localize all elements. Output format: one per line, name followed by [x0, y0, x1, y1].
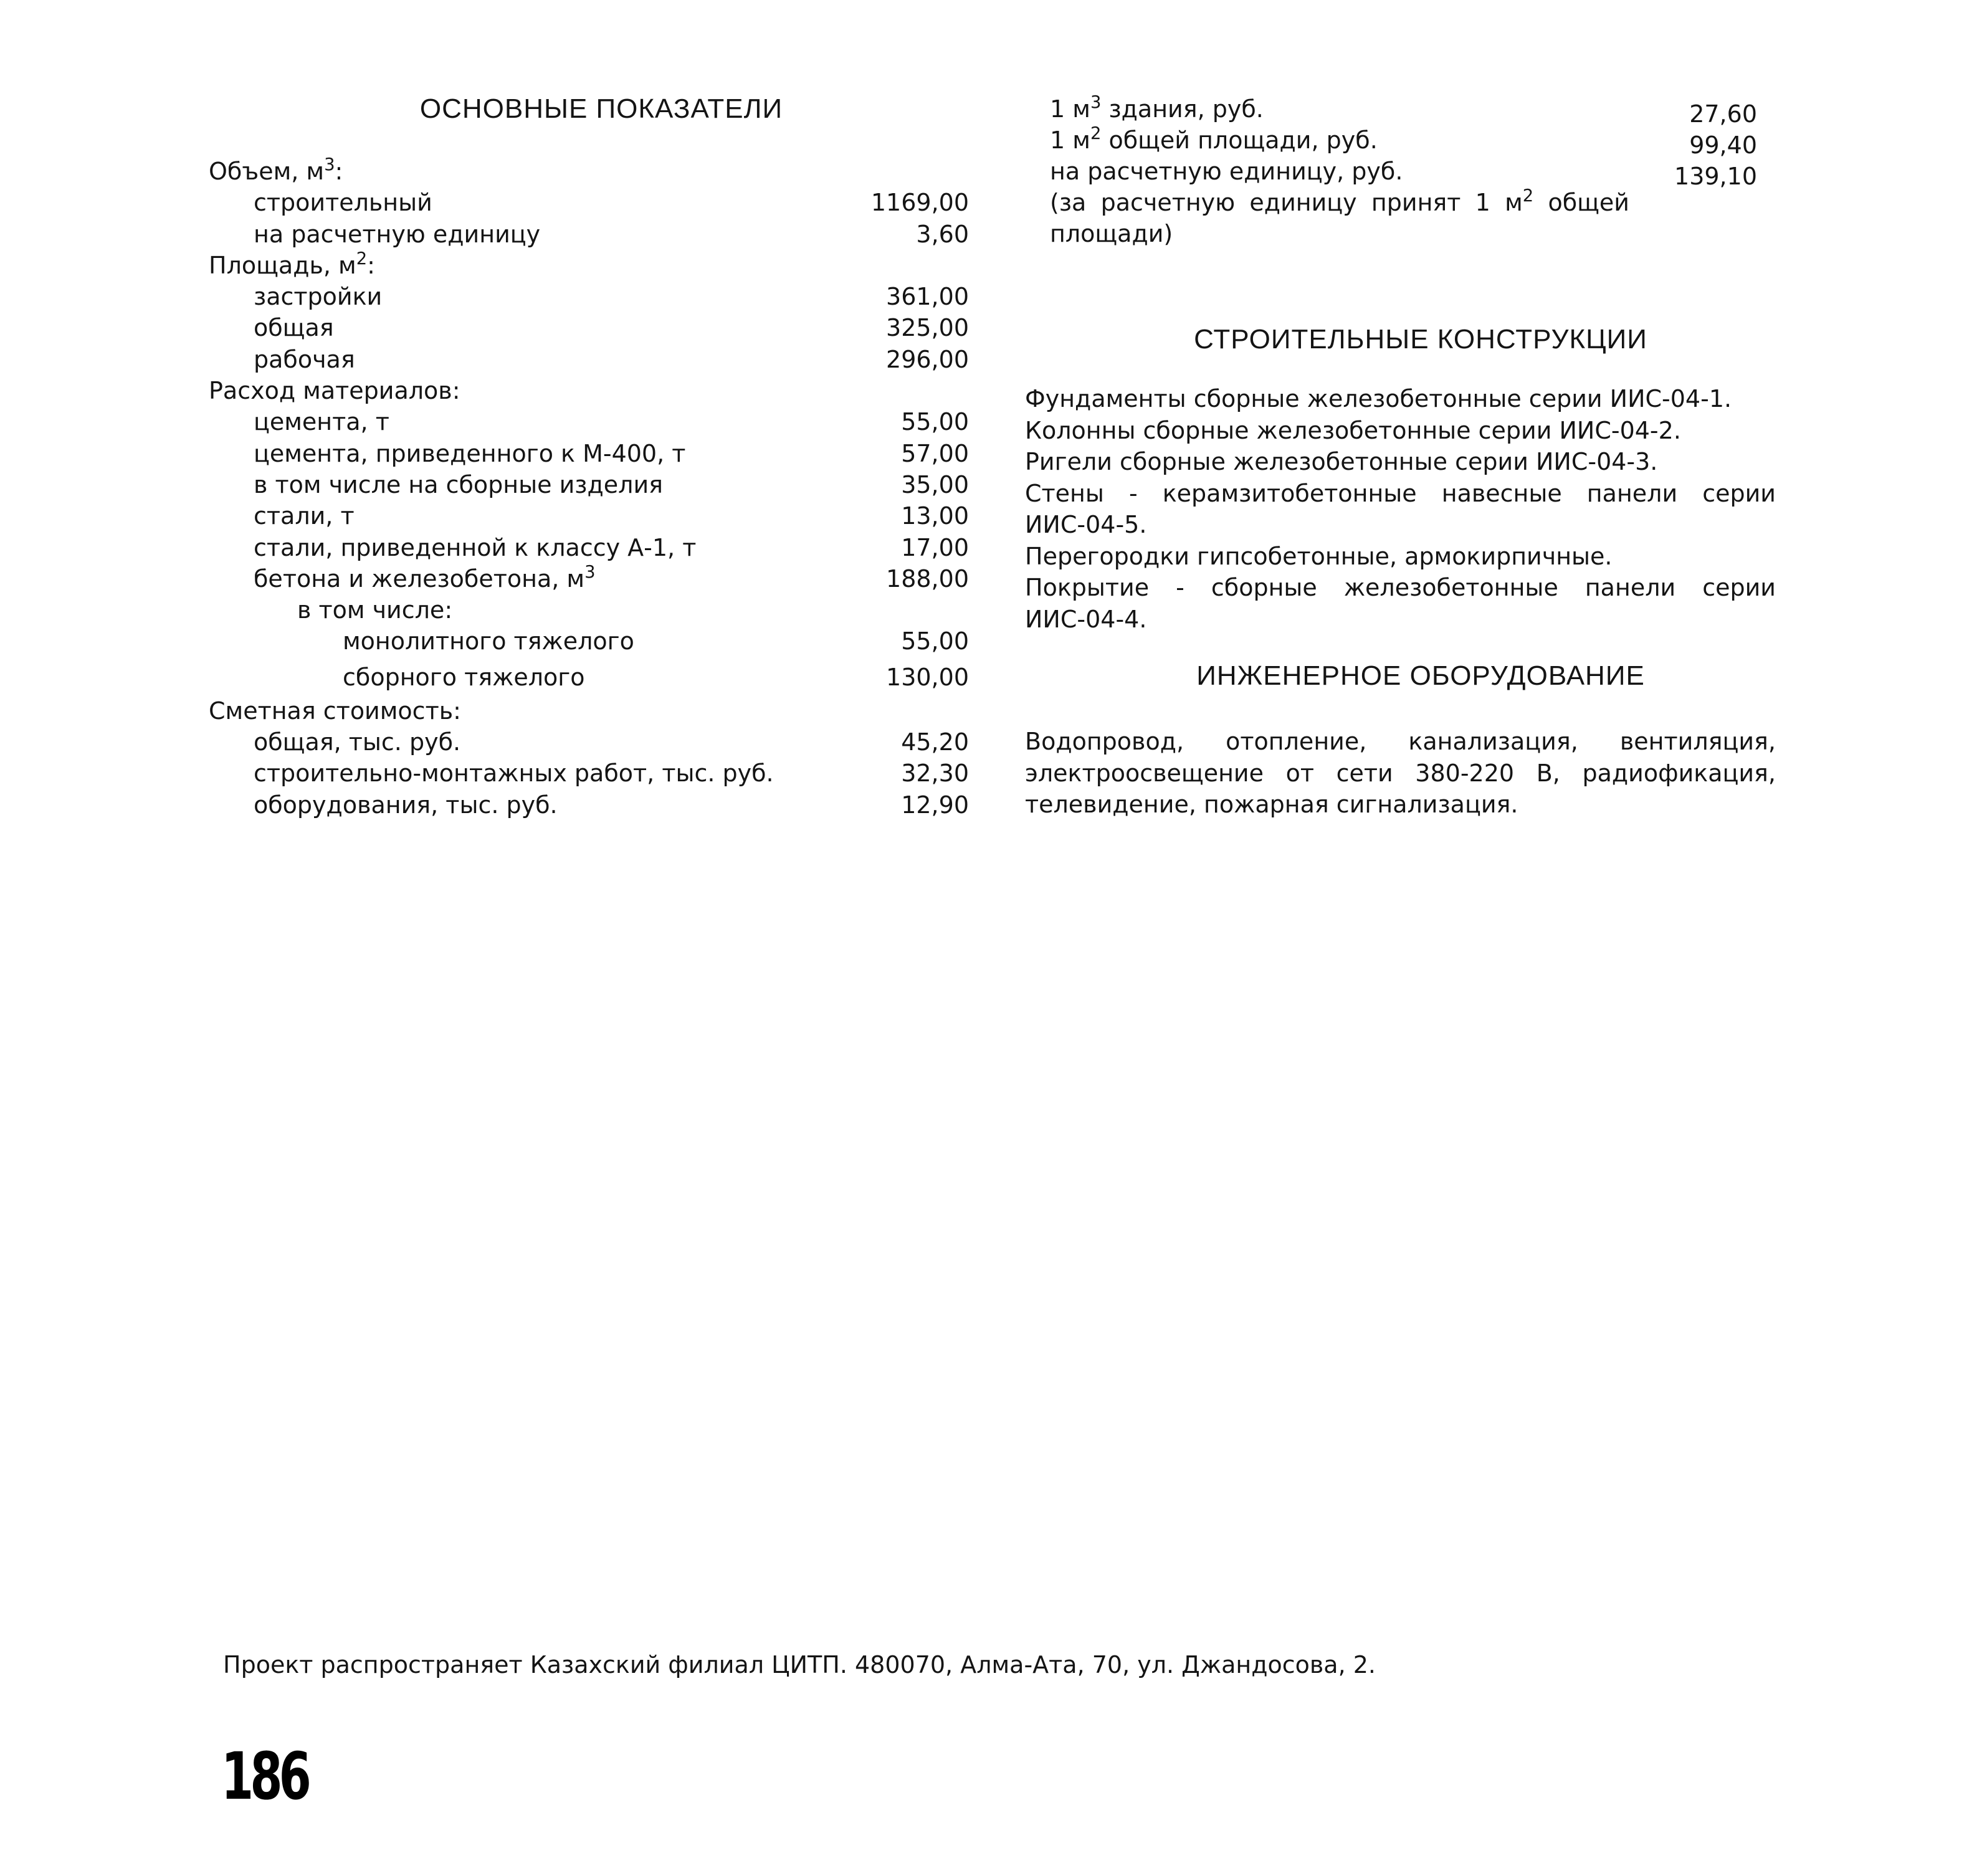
indicator-row [209, 375, 969, 406]
unit-cost-label: 1 $м^2$ общей площади, руб. [1050, 123, 1378, 154]
indicators-list [209, 156, 969, 821]
unit-cost-row [1025, 156, 1757, 190]
indicator-label: цемента, приведенного к М-400, т [254, 439, 686, 467]
indicator-label: бетона и железобетона, $м^3$ [254, 562, 596, 593]
indicator-row [209, 156, 969, 187]
indicator-value: 17,00 [901, 533, 969, 561]
unit-cost-value: 27,60 [1689, 100, 1757, 128]
unit-cost-label: 1 $м^3$ здания, руб. [1050, 92, 1264, 123]
indicator-value: 296,00 [886, 345, 969, 373]
indicator-label: рабочая [254, 345, 355, 373]
indicator-value: 45,20 [901, 728, 969, 756]
structure-item: Ригели сборные железобетонные серии ИИС-04-3. [1025, 448, 1658, 475]
indicator-row [209, 626, 969, 657]
indicator-row [209, 406, 969, 437]
indicator-row [209, 500, 969, 531]
indicator-row [209, 758, 969, 789]
indicator-value: 35,00 [901, 470, 969, 498]
indicator-label: строительно-монтажных работ, тыс. руб. [254, 759, 774, 788]
indicator-row [209, 281, 969, 312]
indicator-label: монолитного тяжелого [343, 627, 634, 655]
structures-heading: СТРОИТЕЛЬНЫЕ КОНСТРУКЦИИ [1194, 324, 1647, 355]
indicator-label: на расчетную единицу [254, 220, 541, 248]
indicator-label: Объем, $м^3$: [209, 155, 343, 185]
indicator-label: строительный [254, 189, 432, 217]
unit-cost-row [1025, 123, 1757, 159]
indicator-label: общая, тыс. руб. [254, 728, 461, 756]
distribution-note: Проект распространяет Казахский филиал ЦИТП. 480070, Алма-Ата, 70, ул. Джандосова, 2. [223, 1651, 1376, 1678]
indicator-value: 13,00 [901, 502, 969, 530]
equipment-heading: ИНЖЕНЕРНОЕ ОБОРУДОВАНИЕ [1196, 660, 1645, 691]
indicator-value: 325,00 [886, 314, 969, 342]
equipment-text: Водопровод, отопление, канализация, вентиляция, электроосвещение от сети 380-220 В, радиофикация, телевидение, пожарная сигнализация. [1025, 728, 1776, 818]
indicator-row [209, 695, 969, 726]
indicator-row [209, 344, 969, 375]
indicator-row [209, 438, 969, 469]
page-number: 186 [221, 1738, 308, 1814]
indicator-label: застройки [254, 283, 383, 311]
indicator-label: Расход материалов: [209, 377, 460, 405]
unit-costs-list [1025, 92, 1757, 190]
indicator-label: сборного тяжелого [343, 663, 585, 691]
indicator-label: Площадь, $м^2$: [209, 249, 375, 279]
unit-cost-value: 139,10 [1674, 163, 1757, 190]
main-indicators-heading: ОСНОВНЫЕ ПОКАЗАТЕЛИ [419, 93, 783, 124]
right-column [1025, 92, 1816, 818]
indicator-row [209, 187, 969, 218]
indicator-row [209, 312, 969, 343]
indicator-row [209, 219, 969, 250]
indicator-row [209, 789, 969, 821]
equipment-section [1025, 726, 1776, 821]
indicator-label: стали, т [254, 502, 355, 530]
indicator-value: 188,00 [886, 564, 969, 593]
indicator-label: цемента, т [254, 408, 389, 436]
indicator-value: 361,00 [886, 283, 969, 311]
structure-item: Перегородки гипсобетонные, армокирпичные. [1025, 542, 1613, 570]
unit-cost-row [1025, 92, 1757, 128]
indicator-row [209, 532, 969, 563]
structure-item: Фундаменты сборные железобетонные серии ИИС-04-1. [1025, 385, 1732, 412]
indicator-row [209, 250, 969, 281]
indicator-value: 55,00 [901, 627, 969, 655]
indicator-value: 1169,00 [870, 189, 969, 217]
structure-item: Покрытие - сборные железобетонные панели серии ИИС-04-4. [1025, 574, 1776, 633]
structure-item: Колонны сборные железобетонные серии ИИС-04-2. [1025, 416, 1681, 444]
indicator-value: 32,30 [901, 759, 969, 788]
indicator-value: 12,90 [901, 791, 969, 819]
indicator-value: 3,60 [916, 220, 969, 248]
indicator-label: в том числе на сборные изделия [254, 470, 664, 498]
main-indicators-section [209, 93, 969, 821]
indicator-label: в том числе: [297, 596, 453, 624]
unit-cost-value: 99,40 [1689, 131, 1757, 159]
structures-list [1025, 383, 1776, 635]
indicator-label: оборудования, тыс. руб. [254, 791, 558, 819]
indicator-row [209, 594, 969, 626]
indicator-value: 130,00 [886, 663, 969, 691]
indicator-row [209, 657, 969, 695]
indicator-row [209, 726, 969, 758]
indicator-value: 55,00 [901, 408, 969, 436]
indicator-row [209, 563, 969, 594]
unit-cost-label: на расчетную единицу, руб. [1050, 158, 1403, 185]
indicator-row [209, 469, 969, 500]
indicator-label: Сметная стоимость: [209, 697, 461, 725]
indicator-value: 57,00 [901, 439, 969, 467]
indicator-label: стали, приведенной к классу А-1, т [254, 533, 697, 561]
structure-item: Стены - керамзитобетонные навесные панели серии ИИС-04-5. [1025, 479, 1776, 538]
unit-cost-note: (за расчетную единицу принят 1 $м^2$ общей площади) [1050, 186, 1629, 247]
indicator-label: общая [254, 314, 334, 342]
